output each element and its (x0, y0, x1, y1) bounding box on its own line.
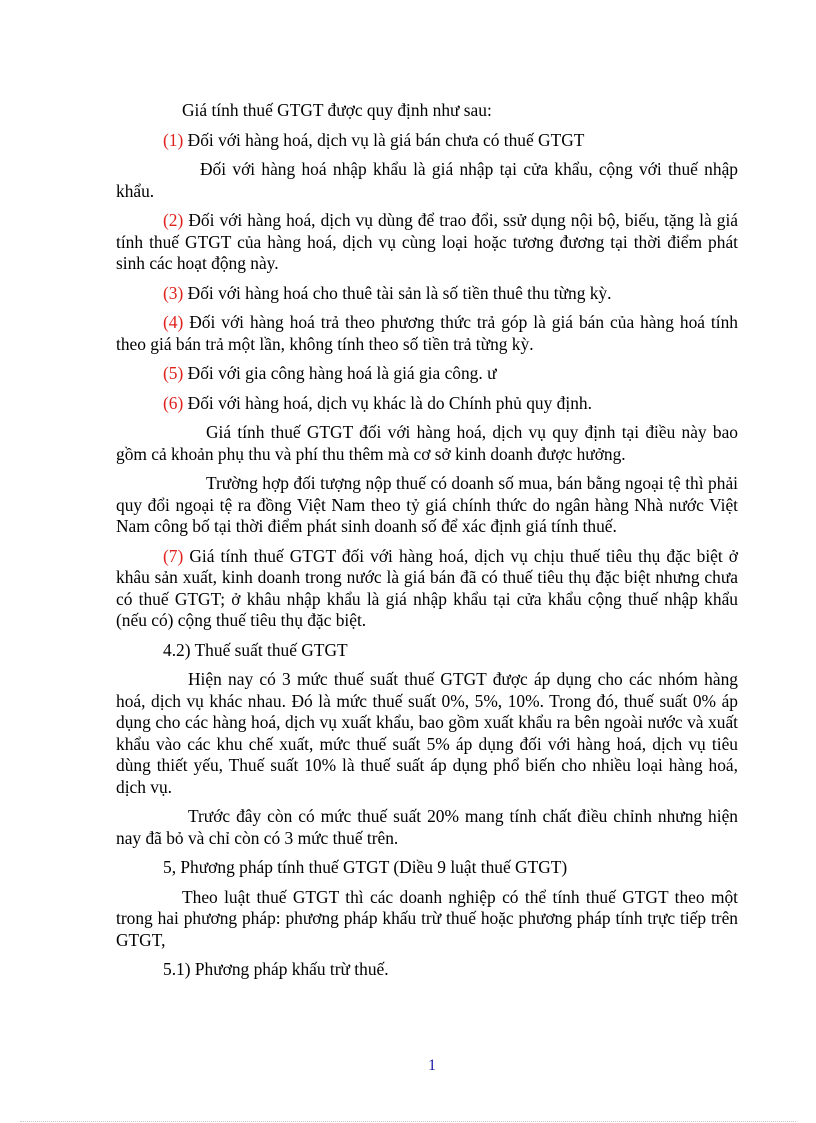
paragraph-item-7 (116, 546, 738, 632)
document-body (116, 100, 738, 989)
paragraph-item-6 (116, 393, 738, 415)
item-text: Đối với hàng hoá, dịch vụ khác là do Chính phủ quy định. (183, 392, 592, 413)
item-number: (1) (163, 129, 184, 150)
paragraph-item-2 (116, 210, 738, 275)
item-number: (4) (163, 312, 184, 332)
item-number: (3) (163, 282, 184, 303)
page-bottom-divider (20, 1121, 796, 1122)
paragraph-intro: Giá tính thuế GTGT được quy định như sau: (182, 100, 492, 120)
item-number: (6) (163, 392, 184, 413)
item-text: Giá tính thuế GTGT đối với hàng hoá, dịch vụ chịu thuế tiêu thụ đặc biệt ở khâu sản xuất, kinh doanh trong nước là giá bán đã có thuế tiêu thụ đặc biệt nhưng chưa có thuế GTGT; ở khâu nhập khẩu là giá nhập khẩu tại cửa khẩu cộng thuế nhập khẩu (nếu có) cộng thuế tiêu thụ đặc biệt. (116, 545, 738, 630)
item-text: Đối với hàng hoá cho thuê tài sản là số tiền thuê thu từng kỳ. (183, 282, 612, 303)
section-heading-deduction: 5.1) Phương pháp khấu trừ thuế. (163, 959, 389, 979)
paragraph-foreign-currency: Trường hợp đối tượng nộp thuế có doanh số mua, bán bằng ngoại tệ thì phải quy đổi ngoại tệ ra đồng Việt Nam theo tỷ giá chính thức do ngân hàng Nhà nước Việt Nam công bố tại thời điểm phát sinh doanh số để xác định giá tính thuế. (116, 473, 738, 536)
paragraph-tax-rates: Hiện nay có 3 mức thuế suất thuế GTGT được áp dụng cho các nhóm hàng hoá, dịch vụ khác nhau. Đó là mức thuế suất 0%, 5%, 10%. Trong đó, thuế suất 0% áp dụng cho các hàng hoá, dịch vụ xuất khẩu, bao gồm xuất khẩu ra bên ngoài nước và xuất khẩu vào các khu chế xuất, mức thuế suất 5% áp dụng đối với hàng hoá, dịch vụ tiêu dùng thiết yếu, Thuế suất 10% là thuế suất áp dụng phổ biến cho nhiều loại hàng hoá, dịch vụ. (116, 669, 738, 797)
item-text: Đối với hàng hoá trả theo phương thức trả góp là giá bán của hàng hoá tính theo giá bán trả một lần, không tính theo số tiền trả từng kỳ. (116, 312, 738, 354)
paragraph-import-goods: Đối với hàng hoá nhập khẩu là giá nhập tại cửa khẩu, cộng với thuế nhập khẩu. (116, 159, 738, 201)
item-text: Đối với hàng hoá, dịch vụ dùng để trao đổi, ssử dụng nội bộ, biếu, tặng là giá tính thuế GTGT của hàng hoá, dịch vụ cùng loại hoặc tương đương tại thời điểm phát sinh các hoạt động này. (116, 210, 738, 273)
paragraph-surcharge: Giá tính thuế GTGT đối với hàng hoá, dịch vụ quy định tại điều này bao gồm cả khoản phụ thu và phí thu thêm mà cơ sở kinh doanh được hưởng. (116, 422, 738, 464)
paragraph-item-4 (116, 312, 738, 355)
item-number: (7) (163, 545, 184, 566)
section-heading-method: 5, Phương pháp tính thuế GTGT (Diều 9 luật thuế GTGT) (163, 857, 568, 877)
item-text: Đối với hàng hoá, dịch vụ là giá bán chưa có thuế GTGT (183, 129, 585, 150)
section-heading-tax-rate: 4.2) Thuế suất thuế GTGT (163, 639, 348, 660)
paragraph-item-1 (116, 130, 738, 152)
page-number: 1 (428, 1057, 436, 1074)
item-text: Đối với gia công hàng hoá là giá gia công. ư (183, 363, 497, 383)
paragraph-previous-rate: Trước đây còn có mức thuế suất 20% mang tính chất điều chỉnh nhưng hiện nay đã bỏ và chỉ còn có 3 mức thuế trên. (116, 806, 738, 848)
paragraph-item-5 (116, 363, 738, 385)
item-number: (5) (163, 363, 184, 383)
paragraph-item-3 (116, 283, 738, 305)
paragraph-methods: Theo luật thuế GTGT thì các doanh nghiệp có thể tính thuế GTGT theo một trong hai phương pháp: phương pháp khấu trừ thuế hoặc phương pháp tính trực tiếp trên GTGT, (116, 886, 738, 950)
item-number: (2) (163, 210, 184, 230)
